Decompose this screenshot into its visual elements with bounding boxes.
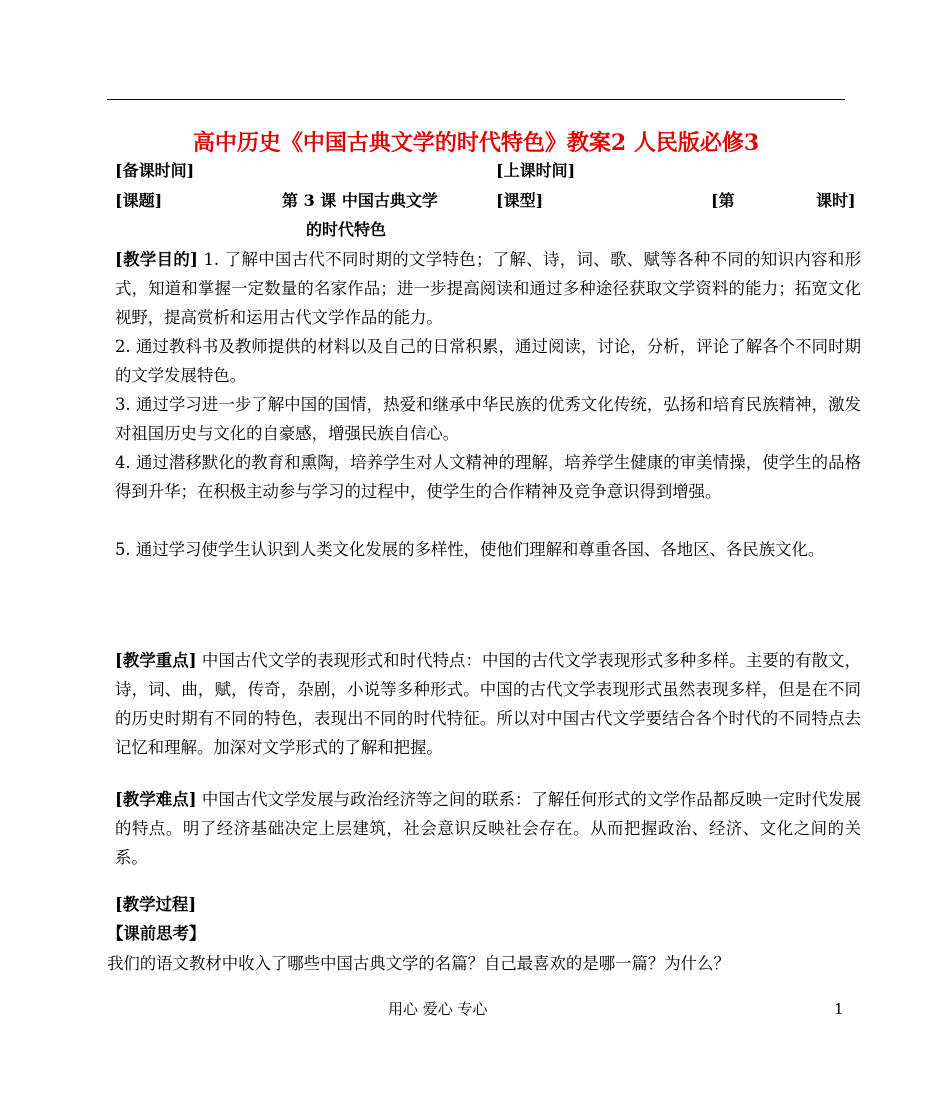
topic-line-2: 的时代特色 [306,220,387,239]
objectives-item-2: 2. 通过教科书及教师提供的材料以及自己的日常积累，通过阅读，讨论，分析，评论了解各个不同时期的文学发展特色。 [115,337,861,385]
objectives-item-5: 5. 通过学习使学生认识到人类文化发展的多样性，使他们理解和尊重各国、各地区、各民族文化。 [115,540,825,559]
period-suffix: 课时] [816,191,856,210]
prep-time-label: [备课时间] [115,161,195,180]
class-time-label: [上课时间] [496,161,576,180]
topic-line-1: 第 3 课 中国古典文学 [282,191,438,210]
process-label: [教学过程] [115,895,197,914]
objectives-item-3: 3. 通过学习进一步了解中国的国情，热爱和继承中华民族的优秀文化传统，弘扬和培育民族精神，激发对祖国历史与文化的自豪感，增强民族自信心。 [115,395,861,443]
page-title: 高中历史《中国古典文学的时代特色》教案2 人民版必修3 [192,130,760,156]
key-points-label: [教学重点] [115,651,197,670]
topic-label: [课题] [115,191,163,210]
key-points-paragraph: [教学重点] 中国古代文学的表现形式和时代特点：中国的古代文学表现形式多种多样。主要的有散文，诗，词、曲，赋，传奇，杂剧，小说等多种形式。中国的古代文学表现形式虽然表现多样，但是在不同的历史时期有不同的特色，表现出不同的时代特征。所以对中国古代文学要结合各个时代的不同特点去记忆和理解。加深对文学形式的了解和把握。 [115,651,861,757]
footer-motto: 用心 爱心 专心 [388,1000,488,1018]
page-number: 1 [834,1000,844,1018]
pre-class-label: 【课前思考】 [107,924,206,943]
pre-class-question: 我们的语文教材中收入了哪些中国古典文学的名篇？自己最喜欢的是哪一篇？为什么？ [107,954,730,973]
difficulties-paragraph: [教学难点] 中国古代文学发展与政治经济等之间的联系：了解任何形式的文学作品都反映一定时代发展的特点。明了经济基础决定上层建筑，社会意识反映社会存在。从而把握政治、经济、文化之间的关系。 [115,790,861,867]
difficulties-label: [教学难点] [115,790,197,809]
type-label: [课型] [496,191,544,210]
header-rule [107,99,845,100]
objectives-item-1: [教学目的] 1. 了解中国古代不同时期的文学特色；了解、诗，词、歌、赋等各种不同的知识内容和形式，知道和掌握一定数量的名家作品；进一步提高阅读和通过多种途径获取文学资料的能力；拓宽文化视野，提高赏析和运用古代文学作品的能力。 [115,250,862,327]
period-prefix: [第 [711,191,735,210]
objectives-item-4: 4. 通过潜移默化的教育和熏陶，培养学生对人文精神的理解，培养学生健康的审美情操，使学生的品格得到升华；在积极主动参与学习的过程中，使学生的合作精神及竞争意识得到增强。 [115,453,861,501]
objectives-label: [教学目的] [115,250,198,269]
